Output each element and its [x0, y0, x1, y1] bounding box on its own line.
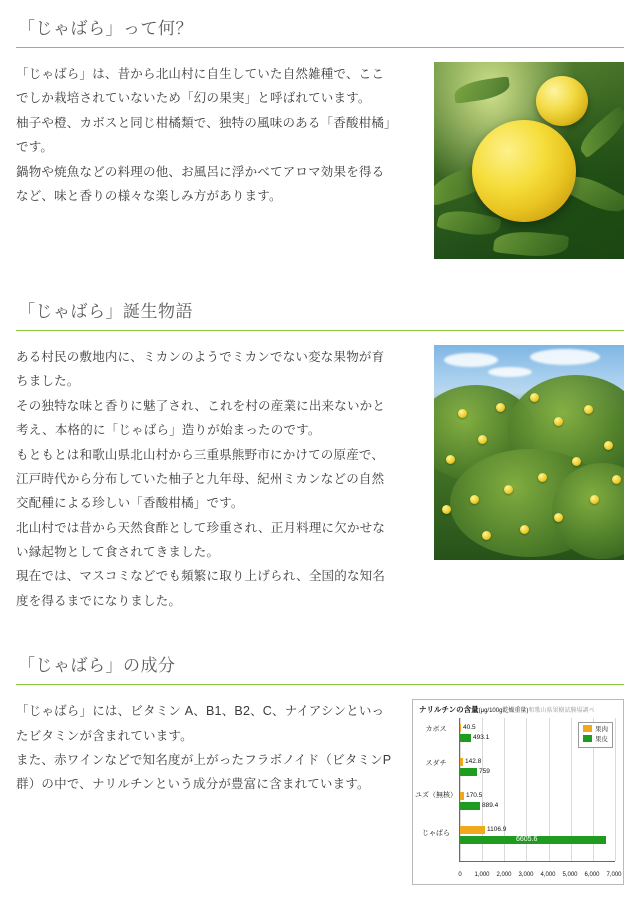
- paragraph: その独特な味と香りに魅了され、これを村の産業に出来ないかと考え、本格的に「じゃばら」造りが始まったのです。: [16, 398, 386, 438]
- bar-value: 40.5: [463, 724, 476, 732]
- chart-xtick: 7,000: [606, 872, 622, 879]
- section-title: 「じゃばら」の成分: [18, 656, 176, 676]
- chart-title: [419, 704, 594, 715]
- bar-value: 889.4: [482, 802, 499, 810]
- legend-swatch-icon: [583, 725, 592, 732]
- bar-value: 493.1: [473, 734, 490, 742]
- bar-flesh: [460, 826, 485, 834]
- chart-title-text: ナリルチンの含量: [419, 705, 479, 715]
- bar-value: 142.8: [465, 758, 482, 766]
- paragraph: 北山村では昔から天然食酢として珍重され、正月料理に欠かせない縁起物として食されてきました。: [16, 520, 386, 559]
- bar-flesh: [460, 792, 464, 800]
- chart-category-label: じゃばら: [422, 830, 450, 838]
- bar-value: 6605.6: [516, 836, 538, 844]
- section-image-wrapper: [434, 62, 624, 259]
- chart-xtick: 5,000: [562, 872, 578, 879]
- section-what-is-jabara: [16, 0, 624, 259]
- bar-flesh: [460, 758, 463, 766]
- chart-xtick: 0: [458, 872, 462, 879]
- chart-xtick: 3,000: [518, 872, 534, 879]
- jabara-fruit-photo: [434, 62, 624, 259]
- chart-title-unit: (μg/100g乾燥重量): [478, 708, 529, 715]
- fruit-secondary: [536, 76, 588, 126]
- section-components: [16, 637, 624, 885]
- paragraph: 現在では、マスコミなどでも頻繁に取り上げられ、全国的な知名度を得るまでになりました。: [16, 569, 386, 608]
- chart-legend: [578, 722, 613, 748]
- section-image-wrapper: [434, 345, 624, 560]
- section-text: [16, 699, 396, 797]
- paragraph: もともとは和歌山県北山村から三重県熊野市にかけての原産で、江戸時代から分布していた柚子と九年母、紀州ミカンなどの自然交配種による珍しい「香酸柑橘」です。: [16, 447, 385, 511]
- legend-swatch-icon: [583, 735, 592, 742]
- section-body-row: [16, 699, 624, 885]
- bar-flesh: [460, 724, 461, 732]
- section-title: 「じゃばら」って何？: [18, 19, 193, 38]
- chart-xtick: 4,000: [540, 872, 556, 879]
- legend-label: 果肉: [595, 726, 608, 734]
- chart-xtick: 2,000: [496, 872, 512, 879]
- section-divider: [16, 684, 624, 685]
- section-text: [16, 345, 396, 613]
- section-text: [16, 62, 396, 208]
- paragraph: 「じゃばら」には、ビタミン A、B1、B2、C、ナイアシンといったビタミンが含まれています。: [16, 704, 385, 743]
- bar-peel: [460, 802, 480, 810]
- section-body-row: [16, 62, 624, 259]
- chart-xtick: 1,000: [474, 872, 490, 879]
- paragraph: 「じゃばら」は、昔から北山村に自生していた自然雑種で、ここでしか栽培されていないため「幻の果実」と呼ばれています。: [16, 67, 385, 106]
- paragraph: 柚子や橙、カボスと同じ柑橘類で、独特の風味のある「香酸柑橘」です。: [16, 115, 391, 155]
- bar-value: 170.5: [466, 792, 483, 800]
- bar-peel: [460, 768, 477, 776]
- chart-category-label: ユズ（無核）: [415, 792, 457, 800]
- paragraph: ある村民の敷地内に、ミカンのようでミカンでない変な果物が育ちました。: [16, 350, 385, 389]
- jabara-tree-photo: [434, 345, 624, 560]
- chart-title-note: 和歌山県果樹試験場調べ: [528, 708, 595, 715]
- chart-category-label: カボス: [425, 726, 447, 734]
- bar-value: 1106.9: [487, 826, 507, 834]
- section-title: 「じゃばら」誕生物語: [18, 302, 193, 321]
- chart-category-label: スダチ: [425, 760, 447, 768]
- chart-xtick: 6,000: [584, 872, 600, 879]
- paragraph: また、赤ワインなどで知名度が上がったフラボノイド（ビタミンP群）の中で、ナリルチンという成分が豊富に含まれています。: [16, 752, 392, 792]
- legend-item-flesh: [583, 725, 608, 735]
- legend-label: 果皮: [595, 735, 608, 743]
- narirutin-content-chart: [412, 699, 624, 885]
- section-body-row: [16, 345, 624, 613]
- bar-peel: [460, 734, 471, 742]
- fruit-primary: [472, 120, 576, 222]
- section-divider: [16, 47, 624, 48]
- chart-wrapper: [412, 699, 624, 885]
- paragraph: 鍋物や焼魚などの料理の他、お風呂に浮かべてアロマ効果を得るなど、味と香りの様々な楽しみ方があります。: [16, 164, 385, 203]
- section-origin-story: [16, 283, 624, 613]
- legend-item-peel: [583, 735, 608, 745]
- bar-value: 759: [479, 768, 490, 776]
- section-divider: [16, 330, 624, 331]
